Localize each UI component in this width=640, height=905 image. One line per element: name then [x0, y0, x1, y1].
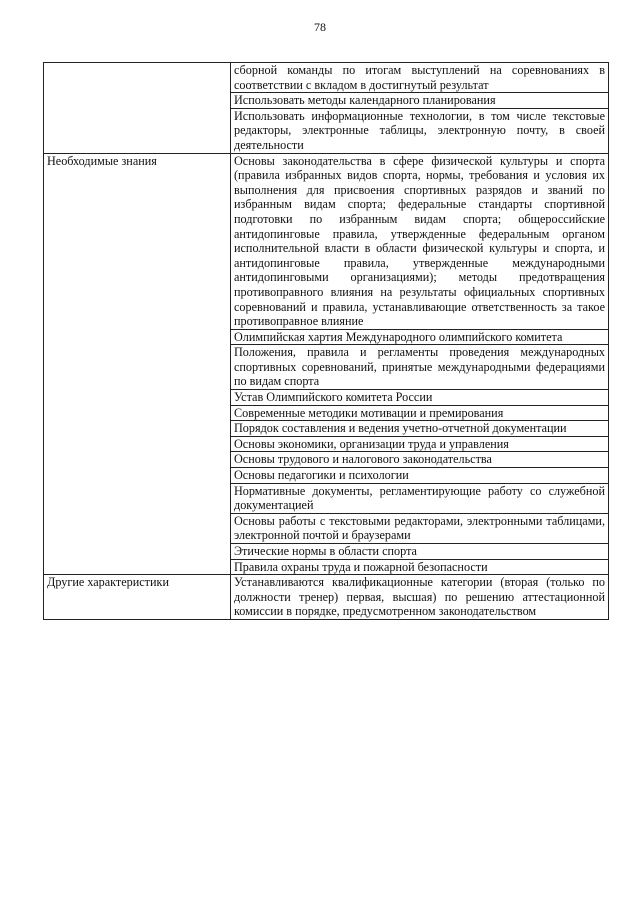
table-row	[44, 153, 609, 329]
row-text-cell: Основы педагогики и психологии	[231, 468, 609, 484]
row-text-cell: Основы законодательства в сфере физической культуры и спорта (правила избранных видов спорта, нормы, требования и условия их выполнения для присвоения спортивных разрядов и званий по избранным видам спорта; федеральные стандарты спортивной подготовки по избранным видам спорта; общероссийские антидопинговые правила, утвержденные федеральным органом исполнительной власти в области физической культуры и спорта, и антидопинговые правила, утвержденные международными антидопинговыми организациями); методы предотвращения противоправного влияния на результаты официальных спортивных соревнований и правила, устанавливающие ответственность за такое противоправное влияние	[231, 153, 609, 329]
row-text-cell: Положения, правила и регламенты проведения международных спортивных соревнований, принятые международными федерациями по видам спорта	[231, 345, 609, 390]
page-number: 78	[314, 20, 326, 34]
row-label-cell: Другие характеристики	[44, 575, 231, 620]
row-text-cell: Современные методики мотивации и премирования	[231, 405, 609, 421]
row-text-cell: Устав Олимпийского комитета России	[231, 390, 609, 406]
row-text-cell: Олимпийская хартия Международного олимпийского комитета	[231, 329, 609, 345]
row-text-cell: Основы экономики, организации труда и управления	[231, 436, 609, 452]
row-text-cell: Основы работы с текстовыми редакторами, электронными таблицами, электронной почтой и браузерами	[231, 513, 609, 543]
row-text-cell: Использовать информационные технологии, в том числе текстовые редакторы, электронные таблицы, электронную почту, в своей деятельности	[231, 108, 609, 153]
row-text-cell: Устанавливаются квалификационные категории (вторая (только по должности тренер) первая, высшая) по решению аттестационной комиссии в порядке, предусмотренном законодательством	[231, 575, 609, 620]
row-text-cell: сборной команды по итогам выступлений на соревнованиях в соответствии с вкладом в достигнутый результат	[231, 63, 609, 93]
knowledge-table	[43, 62, 609, 620]
row-label-cell	[44, 63, 231, 154]
row-text-cell: Этические нормы в области спорта	[231, 544, 609, 560]
row-text-cell: Использовать методы календарного планирования	[231, 93, 609, 109]
row-text-cell: Правила охраны труда и пожарной безопасности	[231, 559, 609, 575]
row-text-cell: Нормативные документы, регламентирующие работу со служебной документацией	[231, 483, 609, 513]
row-text-cell: Основы трудового и налогового законодательства	[231, 452, 609, 468]
row-text-cell: Порядок составления и ведения учетно-отчетной документации	[231, 421, 609, 437]
row-label-cell: Необходимые знания	[44, 153, 231, 575]
table-row	[44, 575, 609, 620]
table-row	[44, 63, 609, 93]
